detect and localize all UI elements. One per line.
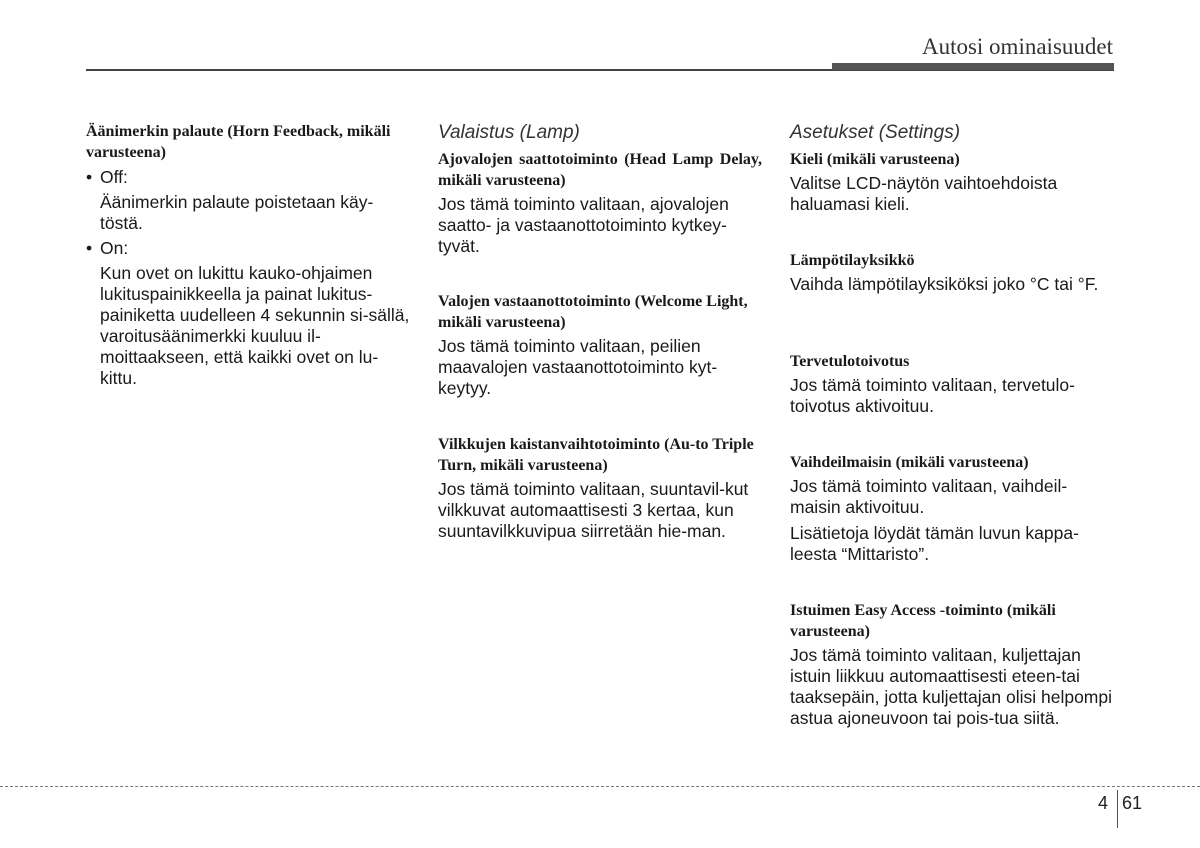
welcome-light-text: Jos tämä toiminto valitaan, peilien maavalojen vastaanottotoiminto kyt-keytyy. [438, 336, 718, 398]
triple-turn-section [438, 434, 762, 542]
language-text: Valitse LCD-näytön vaihtoehdoista haluamasi kieli. [790, 173, 1058, 214]
temperature-unit-title: Lämpötilayksikkö [790, 252, 915, 269]
chapter-number: 4 [1098, 793, 1109, 813]
gear-indicator-title: Vaihdeilmaisin (mikäli varusteena) [790, 454, 1029, 471]
horn-feedback-title: Äänimerkin palaute (Horn Feedback, mikäli varusteena) [86, 123, 391, 161]
chapter-title: Autosi ominaisuudet [921, 34, 1113, 59]
page-number-divider [1117, 790, 1118, 828]
easy-access-section [790, 600, 1114, 729]
triple-turn-title: Vilkkujen kaistanvaihtotoiminto (Au-to Triple Turn, mikäli varusteena) [438, 436, 754, 474]
bullet-off [86, 167, 410, 188]
on-description: Kun ovet on lukittu kauko-ohjaimen lukituspainikkeella ja painat lukitus-painiketta uudelleen 4 sekunnin si-sällä, varoitusäänimerkki kuuluu il-moittaakseen, että kaikki ovet on lu-kittu. [100, 263, 410, 388]
off-description: Äänimerkin palaute poistetaan käy-töstä. [100, 192, 374, 233]
footer-dashed-rule [0, 786, 1200, 787]
welcome-message-title: Tervetulotoivotus [790, 353, 910, 370]
welcome-light-title: Valojen vastaanottotoiminto (Welcome Light, mikäli varusteena) [438, 293, 748, 331]
gear-indicator-section [790, 452, 1114, 565]
easy-access-title: Istuimen Easy Access -toiminto (mikäli varusteena) [790, 602, 1056, 640]
horn-feedback-section [86, 121, 410, 389]
easy-access-text: Jos tämä toiminto valitaan, kuljettajan istuin liikkuu automaattisesti eteen-tai taaksepäin, jotta kuljettajan olisi helpompi astua ajoneuvoon tai pois-tua siitä. [790, 645, 1112, 728]
settings-section [790, 121, 1114, 215]
gear-indicator-note: Lisätietoja löydät tämän luvun kappa-leesta “Mittaristo”. [790, 523, 1079, 564]
page-number: 61 [1122, 793, 1143, 813]
welcome-message-text: Jos tämä toiminto valitaan, tervetulo-toivotus aktivoituu. [790, 375, 1075, 416]
temperature-unit-text: Vaihda lämpötilayksiköksi joko °C tai °F. [790, 274, 1099, 294]
bullet-on [86, 238, 410, 259]
off-label: Off: [100, 167, 128, 187]
settings-heading: Asetukset (Settings) [790, 122, 961, 143]
temperature-unit-section [790, 250, 1114, 295]
lamp-section [438, 121, 762, 257]
header-rule-accent [832, 63, 1114, 70]
head-lamp-delay-text: Jos tämä toiminto valitaan, ajovalojen saatto- ja vastaanottotoiminto kytkey-tyvät. [438, 194, 729, 256]
gear-indicator-text: Jos tämä toiminto valitaan, vaihdeil-maisin aktivoituu. [790, 476, 1068, 517]
on-label: On: [100, 238, 129, 258]
welcome-message-section [790, 351, 1114, 417]
lamp-heading: Valaistus (Lamp) [438, 122, 580, 143]
bullet-icon: • [86, 167, 93, 187]
triple-turn-text: Jos tämä toiminto valitaan, suuntavil-kut vilkkuvat automaattisesti 3 kertaa, kun suuntavilkkuvipua siirretään hie-man. [438, 479, 749, 541]
bullet-icon: • [86, 238, 93, 258]
welcome-light-section [438, 291, 762, 399]
language-title: Kieli (mikäli varusteena) [790, 151, 960, 168]
head-lamp-delay-title: Ajovalojen saattotoiminto (Head Lamp Delay, mikäli varusteena) [438, 151, 762, 189]
